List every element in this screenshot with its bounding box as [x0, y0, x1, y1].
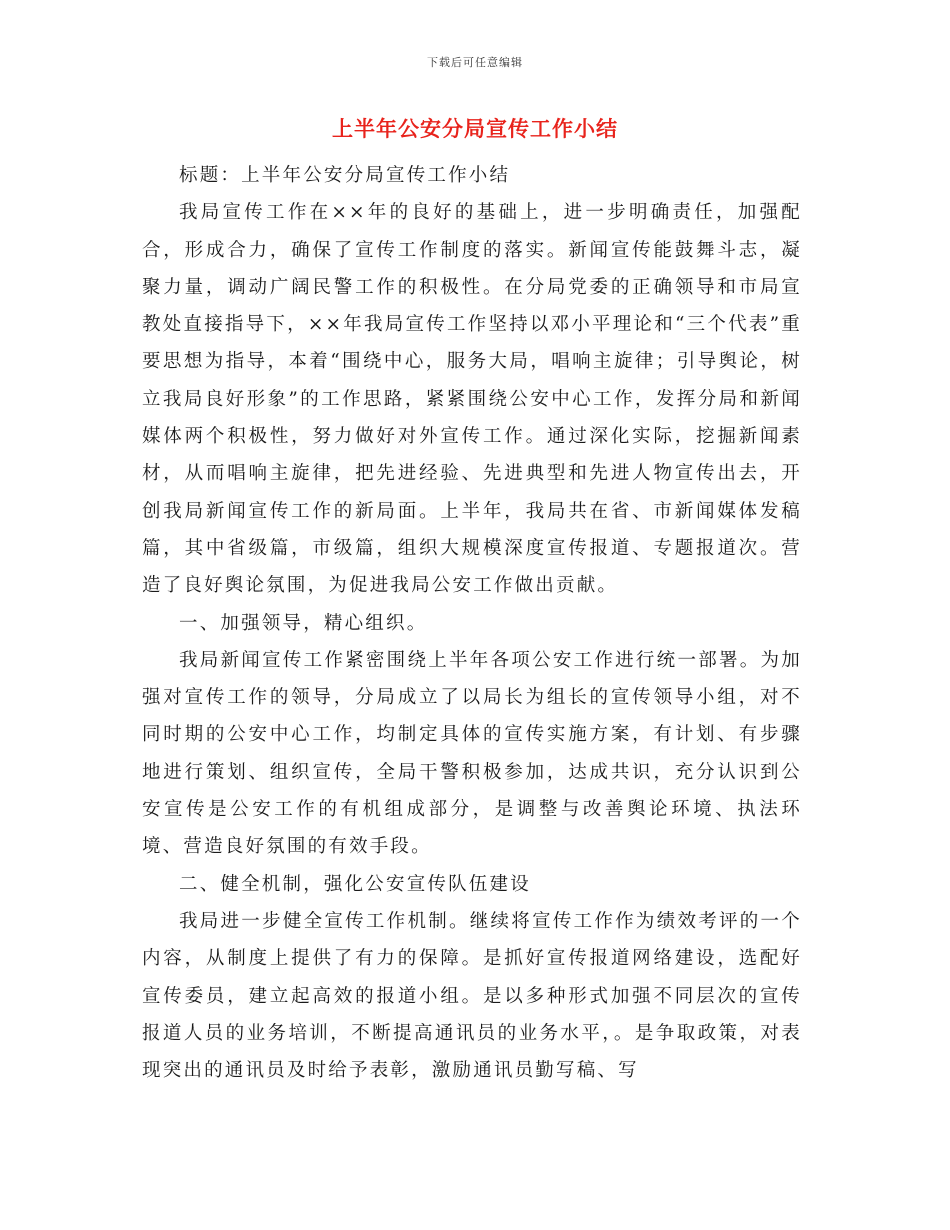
subject-line: 标题：上半年公安分局宣传工作小结 [179, 165, 511, 186]
section-heading-1: 一、加强领导，精心组织。 [179, 612, 428, 634]
document-body [142, 157, 802, 1089]
section-paragraph-1: 我局新闻宣传工作紧密围绕上半年各项公安工作进行统一部署。为加强对宣传工作的领导，分局成立了以局长为组长的宣传领导小组，对不同时期的公安中心工作，均制定具体的宣传实施方案，有计划、有步骤地进行策划、组织宣传，全局干警积极参加，达成共识，充分认识到公安宣传是公安工作的有机组成部分，是调整与改善舆论环境、执法环境、营造良好氛围的有效手段。 [142, 649, 802, 858]
section-heading-2: 二、健全机制，强化公安宣传队伍建设 [179, 873, 531, 895]
intro-paragraph: 我局宣传工作在××年的良好的基础上，进一步明确责任，加强配合，形成合力，确保了宣传工作制度的落实。新闻宣传能鼓舞斗志，凝聚力量，调动广阔民警工作的积极性。在分局党委的正确领导和市局宣教处直接指导下，××年我局宣传工作坚持以邓小平理论和“三个代表”重要思想为指导，本着“围绕中心，服务大局，唱响主旋律；引导舆论，树立我局良好形象”的工作思路，紧紧围绕公安中心工作，发挥分局和新闻媒体两个积极性，努力做好对外宣传工作。通过深化实际，挖掘新闻素材，从而唱响主旋律，把先进经验、先进典型和先进人物宣传出去，开创我局新闻宣传工作的新局面。上半年，我局共在省、市新闻媒体发稿篇，其中省级篇，市级篇，组织大规模深度宣传报道、专题报道次。营造了良好舆论氛围，为促进我局公安工作做出贡献。 [142, 202, 802, 597]
document-title: 上半年公安分局宣传工作小结 [332, 116, 618, 141]
page-header-note: 下载后可任意编辑 [427, 56, 523, 69]
section-paragraph-2: 我局进一步健全宣传工作机制。继续将宣传工作作为绩效考评的一个内容，从制度上提供了有力的保障。是抓好宣传报道网络建设，选配好宣传委员，建立起高效的报道小组。是以多种形式加强不同层次的宣传报道人员的业务培训，不断提高通讯员的业务水平，。是争取政策，对表现突出的通讯员及时给予表彰，激励通讯员勤写稿、写 [142, 910, 802, 1082]
